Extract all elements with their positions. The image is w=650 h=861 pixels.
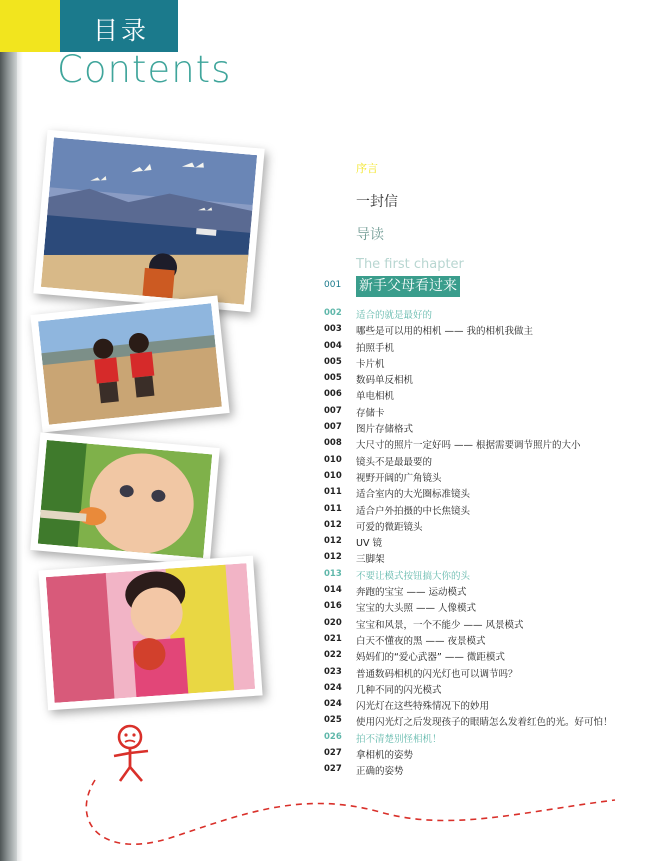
toc-letter[interactable]: 一封信 — [356, 194, 398, 210]
toc-page-number: 016 — [324, 601, 342, 612]
toc-page-number: 013 — [324, 568, 342, 579]
toc-page-number: 005 — [324, 373, 342, 384]
toc-page-number: 012 — [324, 536, 342, 547]
toc-page-number: 026 — [324, 731, 342, 742]
toc-entry-title: 白天不懂夜的黑 —— 夜景模式 — [356, 635, 486, 647]
toc-guide[interactable]: 导读 — [356, 227, 384, 243]
toc-page-number: 023 — [324, 666, 342, 677]
toc-entry-title: 拍照手机 — [356, 342, 395, 354]
toc-entry-title: 正确的姿势 — [356, 766, 404, 778]
toc-preface[interactable]: 序言 — [356, 162, 378, 175]
toc-page-number: 020 — [324, 617, 342, 628]
toc-entry-title: UV 镜 — [356, 538, 382, 550]
toc-entry-title: 视野开阔的广角镜头 — [356, 472, 442, 484]
toc-entry-title: 大尺寸的照片一定好吗 —— 根据需要调节照片的大小 — [356, 440, 581, 452]
toc-entry-title: 存储卡 — [356, 407, 385, 419]
title-english: Contents — [57, 48, 232, 91]
toc-entry-title: 单电相机 — [356, 391, 395, 403]
toc-page-number: 004 — [324, 340, 342, 351]
toc-entry-title: 普通数码相机的闪光灯也可以调节吗？ — [356, 668, 518, 680]
toc-entry-title: 闪光灯在这些特殊情况下的妙用 — [356, 701, 490, 713]
toc-page-number: 022 — [324, 650, 342, 661]
toc-entry-title: 数码单反相机 — [356, 375, 414, 387]
toc-entry-title: 奔跑的宝宝 —— 运动模式 — [356, 587, 467, 599]
toc-page-number: 011 — [324, 503, 342, 514]
toc-page-number: 007 — [324, 422, 342, 433]
chapter-title[interactable]: 新手父母看过来 — [356, 276, 460, 297]
toc-entry-title: 适合户外拍摄的中长焦镜头 — [356, 505, 471, 517]
toc-page-number: 024 — [324, 682, 342, 693]
toc-page-number: 021 — [324, 633, 342, 644]
chapter-label: The first chapter — [356, 257, 464, 272]
toc-entry-title: 宝宝和风景，一个不能少 —— 风景模式 — [356, 619, 524, 631]
toc-entry-title: 哪些是可以用的相机 —— 我的相机我做主 — [356, 326, 534, 338]
toc-entry-title: 拿相机的姿势 — [356, 750, 414, 762]
toc-page-number: 008 — [324, 438, 342, 449]
toc-page-number: 003 — [324, 324, 342, 335]
toc-entry-title: 不要让模式按钮搞大你的头 — [356, 570, 471, 582]
toc-entry-title: 适合的就是最好的 — [356, 310, 433, 321]
toc-page-number: 007 — [324, 405, 342, 416]
toc-entry-title: 宝宝的大头照 —— 人像模式 — [356, 603, 477, 615]
toc-page-number: 012 — [324, 552, 342, 563]
title-chinese: 目录 — [93, 16, 150, 45]
stick-figure-doodle — [108, 723, 158, 785]
toc-page-number: 027 — [324, 764, 342, 775]
toc-page-number: 005 — [324, 356, 342, 367]
toc-entry-title: 可爱的微距镜头 — [356, 521, 423, 533]
chapter-page-number: 001 — [324, 280, 342, 290]
toc-page-number: 027 — [324, 748, 342, 759]
toc-entry-title: 使用闪光灯之后发现孩子的眼睛怎么发着红色的光。好可怕！ — [356, 717, 613, 729]
toc-entry-title: 妈妈们的“爱心武器” —— 微距模式 — [356, 652, 505, 664]
toc-page-number: 010 — [324, 470, 342, 481]
toc-page-number: 010 — [324, 454, 342, 465]
toc-entry-title: 卡片机 — [356, 358, 385, 370]
toc-entry-title: 适合室内的大光圈标准镜头 — [356, 489, 471, 501]
toc-page-number: 025 — [324, 715, 342, 726]
toc-entry-title: 三脚架 — [356, 554, 385, 566]
toc-entry-title: 几种不同的闪光模式 — [356, 684, 442, 696]
toc-page-number: 024 — [324, 699, 342, 710]
toc-page-number: 014 — [324, 585, 342, 596]
toc-page-number: 012 — [324, 519, 342, 530]
toc-entry-title: 图片存储格式 — [356, 424, 414, 436]
toc-entry-title: 镜头不是最最要的 — [356, 456, 433, 468]
toc-entry-title: 拍不清楚别怪相机！ — [356, 733, 442, 745]
toc-page-number: 011 — [324, 487, 342, 498]
toc-page-number: 002 — [324, 308, 342, 318]
toc-page-number: 006 — [324, 389, 342, 400]
